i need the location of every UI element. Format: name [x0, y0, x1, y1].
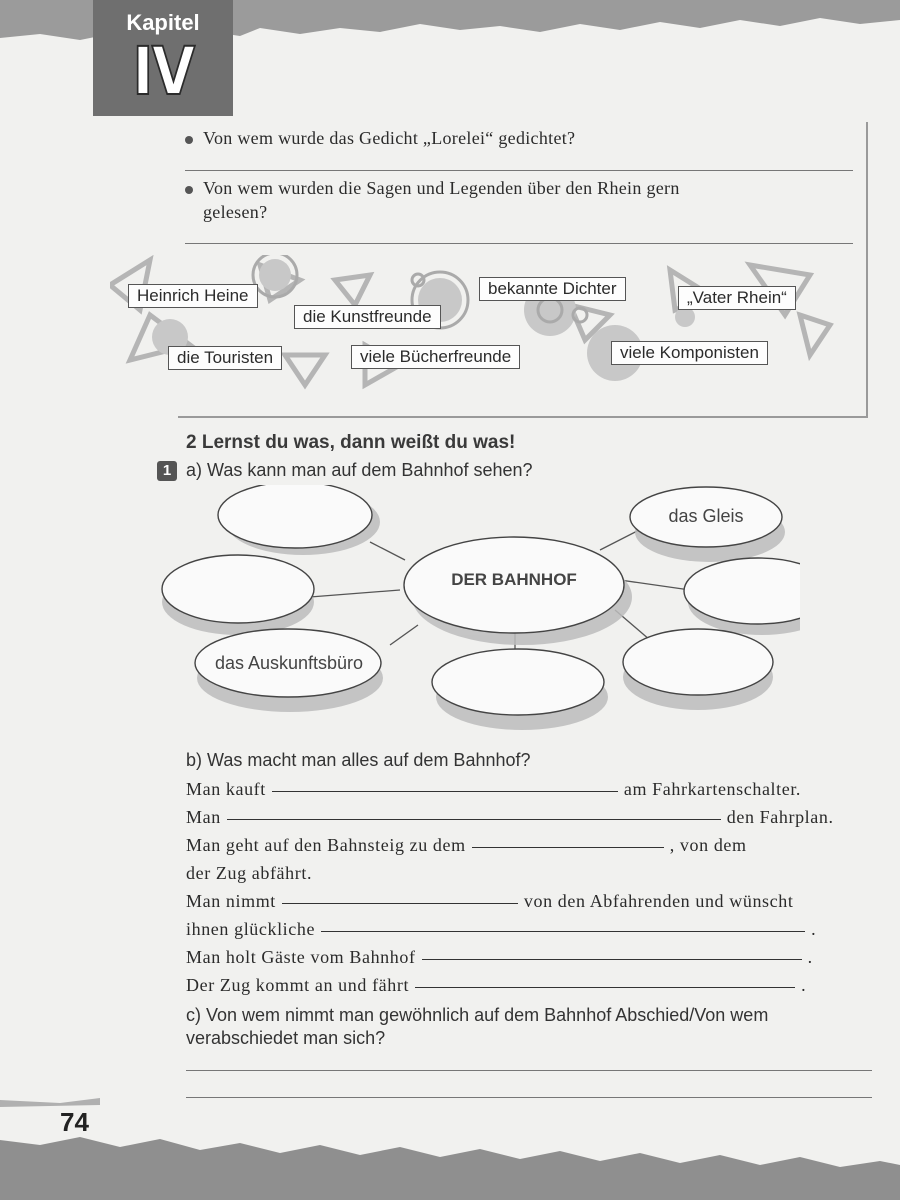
sentence-text: ihnen glückliche: [186, 919, 316, 939]
mindmap-bubble: das Gleis: [668, 506, 744, 526]
sentence-5: [186, 943, 813, 971]
sentence-text: Man: [186, 807, 221, 827]
chapter-label: Kapitel: [126, 10, 200, 35]
sentence-1: [186, 775, 801, 803]
question-1-text: Von wem wurde das Gedicht „Lorelei“ gedichtet?: [203, 128, 576, 148]
fill-blank[interactable]: [472, 846, 664, 848]
fill-blank[interactable]: [272, 790, 618, 792]
word-box: Heinrich Heine: [128, 284, 258, 308]
sentence-text: .: [801, 975, 807, 995]
word-box: die Touristen: [168, 346, 282, 370]
task-part-c: c) Von wem nimmt man gewöhnlich auf dem Bahnhof Abschied/Von wem: [186, 1005, 769, 1025]
mindmap-bubble: das Auskunftsbüro: [214, 653, 364, 673]
question-1: [185, 126, 575, 150]
sentence-text: von den Abfahrenden und wünscht: [523, 891, 794, 911]
sentence-text: Man holt Gäste vom Bahnhof: [186, 947, 416, 967]
fill-blank[interactable]: [227, 818, 721, 820]
sentence-6: [186, 971, 806, 999]
sentence-text: .: [811, 919, 817, 939]
chapter-number: IV: [132, 33, 194, 110]
task-part-b: b) Was macht man alles auf dem Bahnhof?: [186, 750, 531, 770]
word-box: bekannte Dichter: [479, 277, 626, 301]
bullet-icon: [185, 136, 193, 144]
page-number: 74: [60, 1107, 89, 1137]
sentence-3-cont: der Zug abfährt.: [186, 863, 313, 883]
sentence-3: [186, 831, 747, 859]
word-box: viele Komponisten: [611, 341, 768, 365]
fill-blank[interactable]: [415, 986, 795, 988]
fill-blank[interactable]: [282, 902, 518, 904]
sentence-text: , von dem: [669, 835, 747, 855]
answer-line[interactable]: [185, 170, 853, 171]
decorative-shapes: [110, 255, 860, 395]
sentence-text: den Fahrplan.: [726, 807, 834, 827]
task-title: 2 Lernst du was, dann weißt du was!: [186, 432, 516, 453]
task-number-icon: 1: [157, 461, 177, 481]
fill-blank[interactable]: [422, 958, 802, 960]
chapter-badge: [93, 0, 233, 116]
torn-paper-bottom: [0, 1095, 900, 1200]
question-2-text-cont: gelesen?: [203, 202, 268, 222]
sentence-text: Der Zug kommt an und fährt: [186, 975, 410, 995]
answer-line[interactable]: [185, 243, 853, 244]
task-part-a: a) Was kann man auf dem Bahnhof sehen?: [186, 460, 533, 480]
sentence-4: [186, 887, 793, 915]
mindmap-center: DER BAHNHOF: [451, 570, 577, 589]
answer-line[interactable]: [186, 1070, 872, 1071]
fill-blank[interactable]: [321, 930, 805, 932]
sentence-text: Man nimmt: [186, 891, 276, 911]
sentence-2: [186, 803, 834, 831]
sentence-text: .: [807, 947, 813, 967]
sentence-text: Man geht auf den Bahnsteig zu dem: [186, 835, 466, 855]
sentence-4-cont: [186, 915, 816, 943]
question-2: [185, 176, 850, 224]
word-box: viele Bücherfreunde: [351, 345, 520, 369]
word-box: „Vater Rhein“: [678, 286, 796, 310]
question-2-text: Von wem wurden die Sagen und Legenden über den Rhein gern: [203, 178, 680, 198]
sentence-text: am Fahrkartenschalter.: [623, 779, 802, 799]
sentence-text: Man kauft: [186, 779, 266, 799]
task-part-c-cont: verabschiedet man sich?: [186, 1028, 386, 1048]
frame-bottom-line: [178, 416, 868, 418]
bullet-icon: [185, 186, 193, 194]
frame-right-line: [866, 122, 868, 418]
word-box: die Kunstfreunde: [294, 305, 441, 329]
